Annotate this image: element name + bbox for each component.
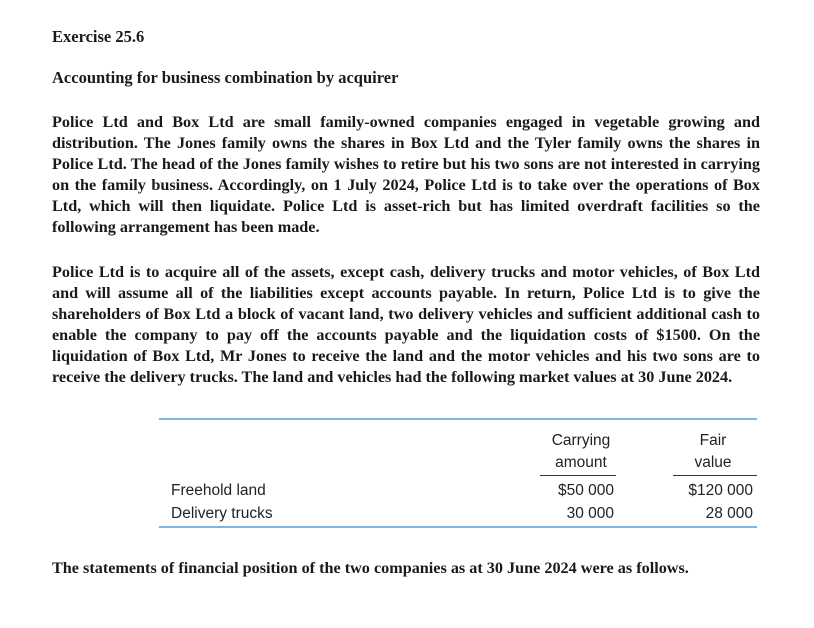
table-top-rule: [159, 418, 757, 420]
carrying-amount-header: [535, 430, 627, 474]
fair-header-line-2: value: [694, 454, 732, 471]
row-label-delivery-trucks: Delivery trucks: [171, 505, 273, 522]
delivery-trucks-carrying-amount: 30 000: [566, 505, 614, 522]
section-title: Accounting for business combination by acquirer: [52, 68, 399, 87]
paragraph-1: Police Ltd and Box Ltd are small family-owned companies engaged in vegetable growing and distribution. The Jones family owns the shares in Box Ltd and the Tyler family owns the shares in Police Ltd. The head of the Jones family wishes to retire but his two sons are not interested in carrying on the family business. Accordingly, on 1 July 2024, Police Ltd is to take over the operations of Box Ltd, which will then liquidate. Police Ltd is asset-rich but has limited overdraft facilities so the following arrangement has been made.: [52, 113, 760, 236]
table-bottom-rule: [159, 526, 757, 528]
fair-header-line-1: Fair: [699, 432, 727, 449]
carrying-header-line-2: amount: [555, 454, 607, 471]
fair-value-header: [667, 430, 759, 474]
row-label-freehold-land: Freehold land: [171, 482, 266, 499]
carrying-header-line-1: Carrying: [551, 432, 611, 449]
delivery-trucks-fair-value: 28 000: [705, 505, 753, 522]
freehold-land-fair-value: $120 000: [688, 482, 753, 499]
carrying-header-underline: [540, 475, 616, 476]
market-values-table: [159, 418, 757, 528]
freehold-land-carrying-amount: $50 000: [557, 482, 614, 499]
fair-header-underline: [673, 475, 757, 476]
exercise-title: Exercise 25.6: [52, 27, 145, 46]
paragraph-3: The statements of financial position of the two companies as at 30 June 2024 were as follows.: [52, 559, 689, 577]
paragraph-2: Police Ltd is to acquire all of the assets, except cash, delivery trucks and motor vehicles, of Box Ltd and will assume all of the liabilities except accounts payable. In return, Police Ltd is to give the shareholders of Box Ltd a block of vacant land, two delivery vehicles and sufficient additional cash to enable the company to pay off the accounts payable and the liquidation costs of $1500. On the liquidation of Box Ltd, Mr Jones to receive the land and the motor vehicles and his two sons are to receive the delivery trucks. The land and vehicles had the following market values at 30 June 2024.: [52, 263, 760, 386]
